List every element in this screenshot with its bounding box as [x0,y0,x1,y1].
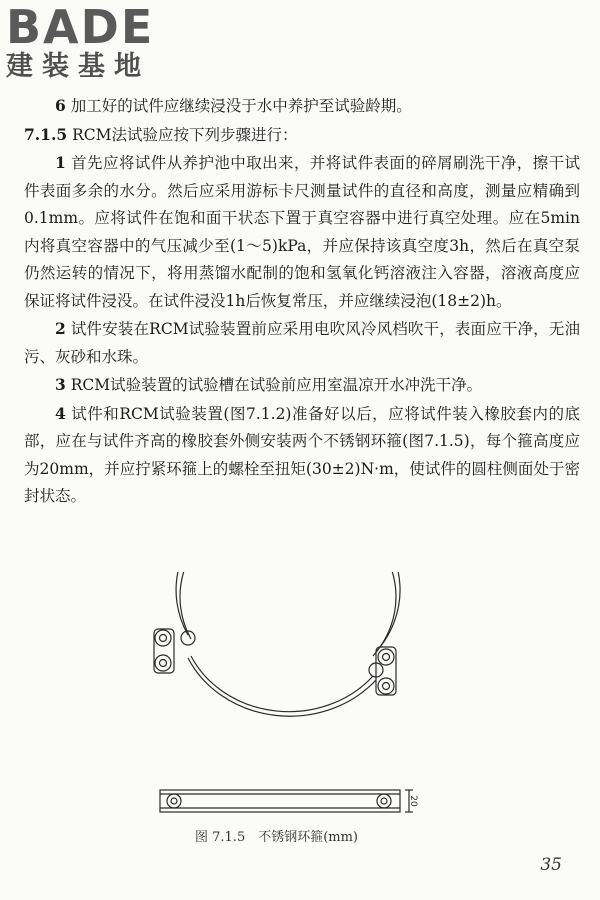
paragraph-text: 试件和RCM试验装置(图7.1.2)准备好以后，应将试件装入橡胶套内的底部，应在与试件齐高的橡胶套外侧安装两个不锈钢环箍(图7.1.5)，每个箍高度应为20mm，并应拧紧环箍上的螺栓至扭矩(30±2)N·m，使试件的圆柱侧面处于密封状态。 [24,404,580,505]
section-title: RCM法试验应按下列步骤进行： [67,125,298,144]
ring-side-view [160,790,413,812]
figure-caption: 图 7.1.5 不锈钢环箍(mm) [195,830,359,845]
right-lug-upper [378,649,394,665]
item-number: 1 [55,153,66,172]
paragraph-item-6 [24,92,580,121]
item-number: 6 [55,96,66,115]
item-number: 4 [55,403,66,423]
right-lug-lower [378,678,394,694]
logo [6,0,155,82]
paragraph-text: 首先应将试件从养护池中取出来，并将试件表面的碎屑刷洗干净，擦干试件表面多余的水分。然后应采用游标卡尺测量试件的直径和高度，测量应精确到0.1mm。应将试件在饱和面干状态下置于真空容器中进行真空处理。应在5min内将真空容器中的气压减少至(1～5)kPa，并应保持该真空度3h，然后在真空泵仍然运转的情况下，将用蒸馏水配制的饱和氢氧化钙溶液注入容器，溶液高度应保证将试件浸没。在试件浸没1h后恢复常压，并应继续浸泡(18±2)h。 [24,154,580,310]
paragraph-step-4 [24,400,580,511]
section-number: 7.1.5 [24,124,68,144]
paragraph-text: 试件安装在RCM试验装置前应采用电吹风冷风档吹干，表面应干净，无油污、灰砂和水珠。 [24,320,580,366]
ring-plan-view [154,572,400,716]
dimension-label: 20 [408,795,418,807]
paragraph-step-1 [24,149,580,315]
paragraph-step-3 [24,371,580,400]
page-number: 35 [540,855,562,875]
paragraph-text: 加工好的试件应继续浸没于水中养护至试验龄期。 [65,97,412,115]
section-heading [24,121,580,150]
paragraph-step-2 [24,315,580,371]
paragraph-text: RCM试验装置的试验槽在试验前应用室温凉开水冲洗干净。 [65,376,483,394]
left-lug-upper [155,630,171,646]
ring-clamp-figure [150,572,420,847]
body-text [24,92,580,511]
logo-main-text: BADE [6,0,155,54]
item-number: 2 [55,319,66,338]
side-bolt-left [167,794,181,808]
side-bolt-right [377,794,391,808]
left-lug-lower [155,655,171,671]
logo-sub-text: 建装基地 [6,51,150,82]
item-number: 3 [55,375,66,394]
